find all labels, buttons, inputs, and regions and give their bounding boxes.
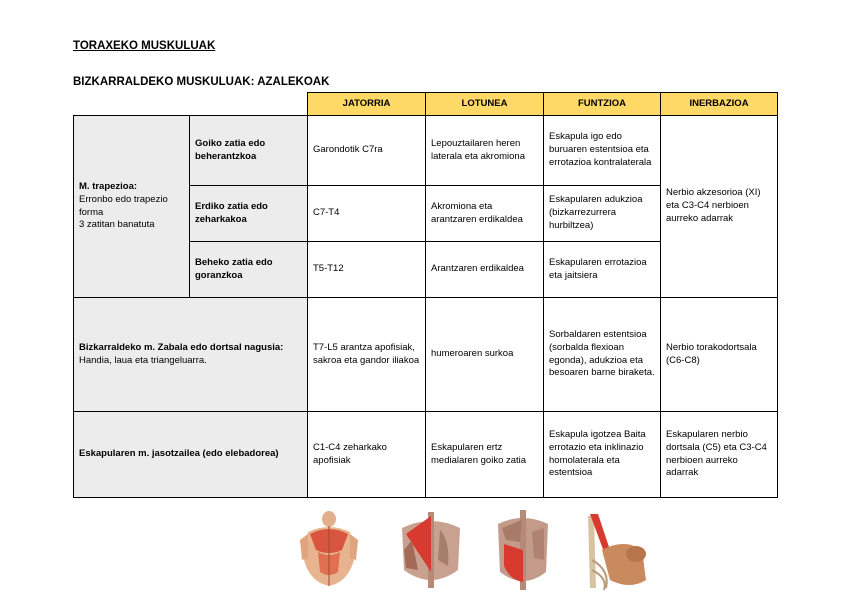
- header-lotunea: LOTUNEA: [426, 93, 544, 116]
- trapezius-illustration: [398, 510, 464, 590]
- page-title: TORAXEKO MUSKULUAK: [73, 40, 216, 52]
- lotunea-cell: humeroaren surkoa: [426, 298, 544, 412]
- anatomy-images: [0, 510, 848, 600]
- trapezius-part-upper: Goiko zatia edo beherantzkoa: [190, 116, 308, 186]
- latissimus-cell: [74, 298, 308, 412]
- header-inerbazioa: INERBAZIOA: [661, 93, 778, 116]
- latissimus-name: Bizkarraldeko m. Zabala edo dortsal nagusia:: [79, 341, 284, 353]
- table-row: [74, 298, 778, 412]
- funtzioa-cell: Eskapula igotzea Baita errotazio eta inklinazio homolaterala eta estentsioa: [544, 412, 661, 498]
- levator-cell: [74, 412, 308, 498]
- header-jatorria: JATORRIA: [308, 93, 426, 116]
- funtzioa-cell: Eskapularen errotazioa eta jaitsiera: [544, 242, 661, 298]
- jatorria-cell: C7-T4: [308, 186, 426, 242]
- table-row: [74, 412, 778, 498]
- trapezius-desc2: 3 zatitan banatuta: [79, 219, 155, 231]
- header-funtzioa: FUNTZIOA: [544, 93, 661, 116]
- funtzioa-cell: Eskapula igo edo buruaren estentsioa eta errotazioa kontralaterala: [544, 116, 661, 186]
- levator-name: Eskapularen m. jasotzailea (edo elebadorea): [79, 448, 279, 460]
- lotunea-cell: Lepouztailaren heren laterala eta akromiona: [426, 116, 544, 186]
- lotunea-cell: Eskapularen ertz medialaren goiko zatia: [426, 412, 544, 498]
- muscles-table: [73, 92, 778, 498]
- inerbazioa-cell: Eskapularen nerbio dortsala (C5) eta C3-C4 nerbioen aurreko adarrak: [661, 412, 778, 498]
- trapezius-part-lower: Beheko zatia edo goranzkoa: [190, 242, 308, 298]
- jatorria-cell: C1-C4 zeharkako apofisiak: [308, 412, 426, 498]
- jatorria-cell: T5-T12: [308, 242, 426, 298]
- latissimus-desc: Handia, laua eta triangeluarra.: [79, 354, 207, 366]
- trapezius-part-middle: Erdiko zatia edo zeharkakoa: [190, 186, 308, 242]
- jatorria-cell: Garondotik C7ra: [308, 116, 426, 186]
- trapezius-cell: [74, 116, 190, 298]
- trapezius-name: M. trapezioa:: [79, 180, 138, 192]
- funtzioa-cell: Sorbaldaren estentsioa (sorbalda flexioan egonda), adukzioa eta besoaren barne biraketa.: [544, 298, 661, 412]
- lotunea-cell: Arantzaren erdikaldea: [426, 242, 544, 298]
- trapezius-desc: Erronbo edo trapezio forma: [79, 193, 168, 218]
- back-anatomy-illustration: [298, 510, 360, 588]
- lotunea-cell: Akromiona eta arantzaren erdikaldea: [426, 186, 544, 242]
- header-row: [74, 93, 778, 116]
- table-row: [74, 116, 778, 186]
- jatorria-cell: T7-L5 arantza apofisiak, sakroa eta gandor iliakoa: [308, 298, 426, 412]
- levator-scapulae-illustration: [580, 510, 650, 592]
- latissimus-illustration: [492, 510, 554, 590]
- section-title: BIZKARRALDEKO MUSKULUAK: AZALEKOAK: [73, 76, 330, 88]
- funtzioa-cell: Eskapularen adukzioa (bizkarrezurrera hurbiltzea): [544, 186, 661, 242]
- inerbazioa-cell: Nerbio torakodortsala (C6-C8): [661, 298, 778, 412]
- inerbazioa-cell: Nerbio akzesorioa (XI) eta C3-C4 nerbioen aurreko adarrak: [661, 116, 778, 298]
- header-blank: [74, 93, 308, 116]
